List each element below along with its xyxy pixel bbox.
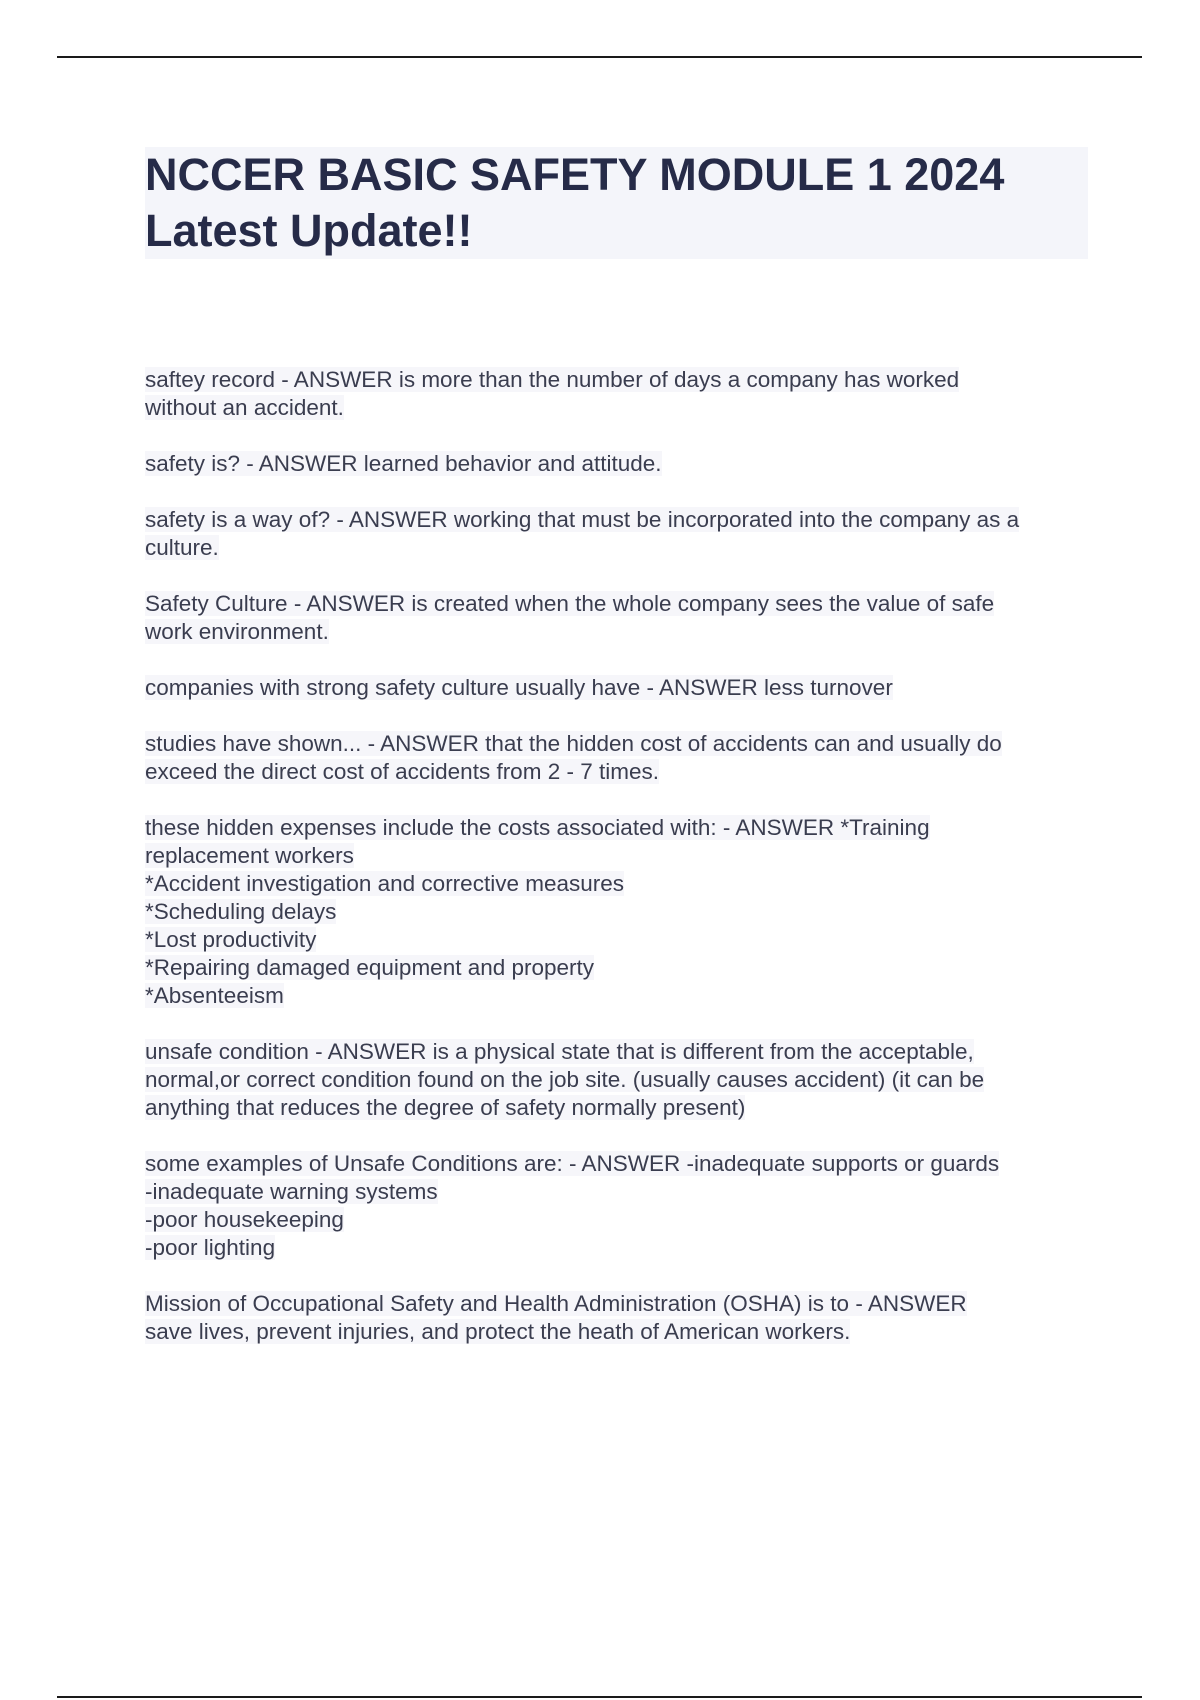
title-block <box>145 147 1088 259</box>
flashcard <box>145 506 1095 562</box>
flashcard-text: Mission of Occupational Safety and Health Administration (OSHA) is to - ANSWER save lives, prevent injuries, and protect the heath of American workers. <box>145 1291 967 1344</box>
flashcard-text: Safety Culture - ANSWER is created when the whole company sees the value of safe work environment. <box>145 591 995 644</box>
flashcard <box>145 814 1095 1010</box>
flashcard-text: these hidden expenses include the costs associated with: - ANSWER *Training replacement workers *Accident investigation and corrective measures *Scheduling delays *Lost productivity *Repairing damaged equipment and property *Absenteeism <box>145 815 930 1008</box>
flashcard-text: some examples of Unsafe Conditions are: - ANSWER -inadequate supports or guards -inadequate warning systems -poor housekeeping -poor lighting <box>145 1151 1000 1260</box>
flashcard-text: studies have shown... - ANSWER that the hidden cost of accidents can and usually do exceed the direct cost of accidents from 2 - 7 times. <box>145 731 1002 784</box>
flashcard <box>145 1290 1095 1346</box>
flashcard <box>145 590 1095 646</box>
document-title: NCCER BASIC SAFETY MODULE 1 2024 Latest Update!! <box>145 149 1005 256</box>
top-divider <box>57 56 1142 58</box>
bottom-divider <box>57 1696 1142 1698</box>
flashcard <box>145 674 1095 702</box>
flashcard-text: unsafe condition - ANSWER is a physical state that is different from the acceptable, normal,or correct condition found on the job site. (usually causes accident) (it can be anything that reduces the degree of safety normally present) <box>145 1039 985 1120</box>
flashcard-text: safety is? - ANSWER learned behavior and attitude. <box>145 451 662 476</box>
flashcard-text: safety is a way of? - ANSWER working that must be incorporated into the company as a culture. <box>145 507 1020 560</box>
flashcard <box>145 730 1095 786</box>
flashcard <box>145 1150 1095 1262</box>
flashcard <box>145 450 1095 478</box>
flashcard <box>145 366 1095 422</box>
flashcard-text: companies with strong safety culture usually have - ANSWER less turnover <box>145 675 893 700</box>
flashcard-list <box>145 366 1095 1374</box>
flashcard <box>145 1038 1095 1122</box>
flashcard-text: saftey record - ANSWER is more than the number of days a company has worked without an accident. <box>145 367 960 420</box>
